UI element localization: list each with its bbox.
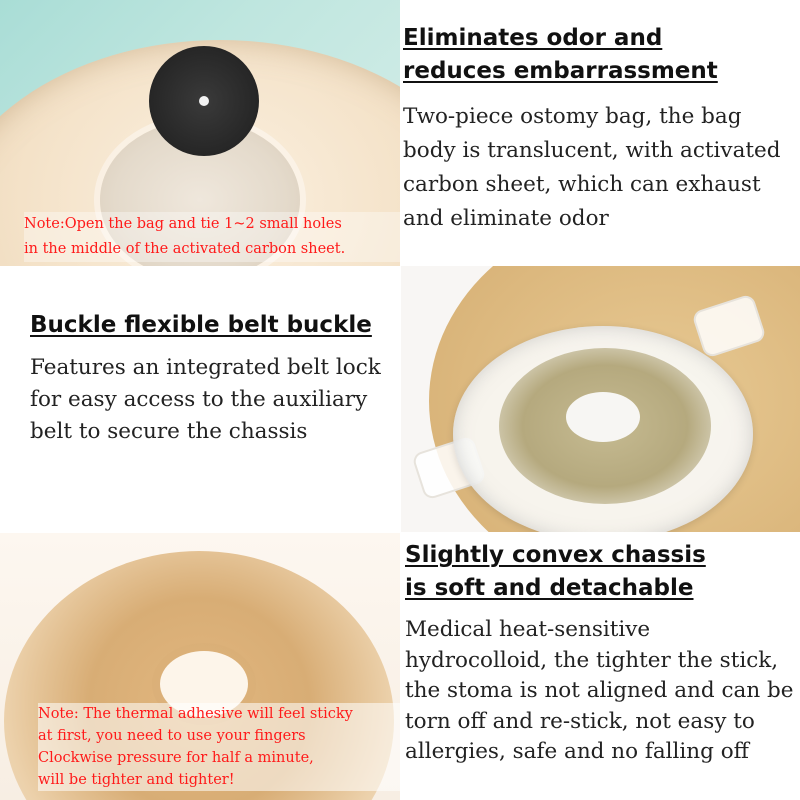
thermal-adhesive-note bbox=[38, 703, 400, 791]
belt-buckle-feature-block bbox=[30, 309, 400, 448]
odor-feature-heading bbox=[403, 22, 798, 88]
heading-line: Slightly convex chassis bbox=[405, 542, 706, 568]
convex-chassis-heading bbox=[405, 539, 798, 605]
carbon-filter-photo bbox=[0, 0, 400, 266]
carbon-vent-hole bbox=[199, 96, 209, 106]
convex-chassis-feature-block bbox=[405, 539, 798, 768]
heading-line: Buckle flexible belt buckle bbox=[30, 312, 372, 338]
activated-carbon-sheet-image bbox=[149, 46, 259, 156]
heading-line: is soft and detachable bbox=[405, 575, 694, 601]
note-line: Note:Open the bag and tie 1~2 small holes bbox=[24, 216, 342, 232]
note-line: will be tighter and tighter! bbox=[38, 772, 235, 788]
belt-buckle-description: Features an integrated belt lock for easy access to the auxiliary belt to secure the chassis bbox=[30, 355, 381, 444]
note-line: Note: The thermal adhesive will feel sticky bbox=[38, 706, 353, 722]
belt-buckle-heading bbox=[30, 309, 400, 342]
carbon-sheet-note bbox=[24, 212, 400, 262]
convex-chassis-description: Medical heat-sensitive hydrocolloid, the tighter the stick, the stoma is not aligned and can be torn off and re-stick, not easy to allergies, safe and no falling off bbox=[405, 617, 794, 764]
odor-feature-description: Two-piece ostomy bag, the bag body is translucent, with activated carbon sheet, which can exhaust and eliminate odor bbox=[403, 104, 781, 231]
belt-buckle-photo bbox=[401, 266, 800, 532]
convex-chassis-photo bbox=[0, 533, 400, 800]
note-line: at first, you need to use your fingers bbox=[38, 728, 306, 744]
odor-feature-block bbox=[403, 22, 798, 236]
heading-line: reduces embarrassment bbox=[403, 58, 718, 84]
note-line: in the middle of the activated carbon sheet. bbox=[24, 241, 346, 257]
stoma-opening-image bbox=[566, 392, 640, 442]
note-line: Clockwise pressure for half a minute, bbox=[38, 750, 314, 766]
heading-line: Eliminates odor and bbox=[403, 25, 663, 51]
